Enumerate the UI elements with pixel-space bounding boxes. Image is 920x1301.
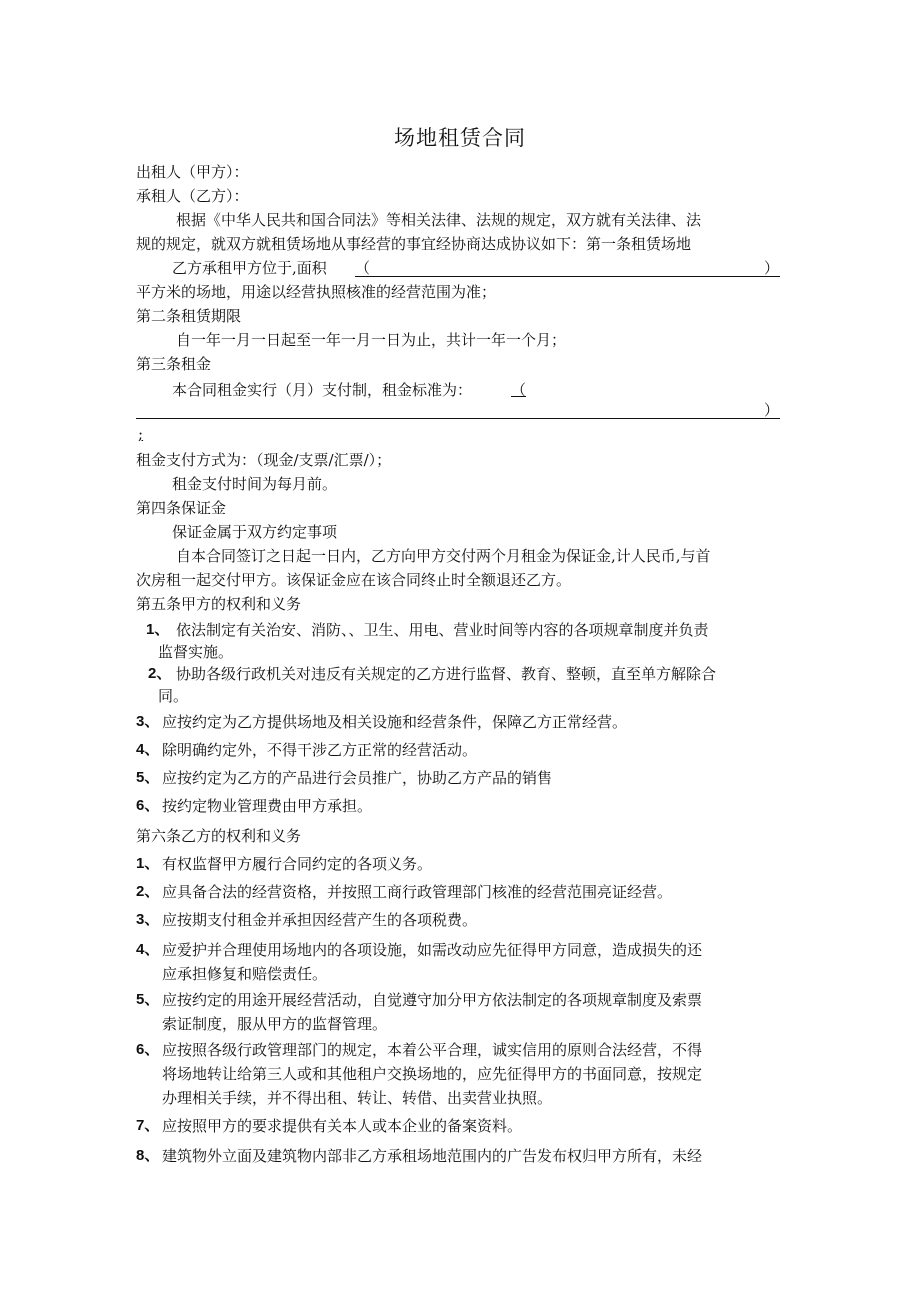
article-5-heading: 第五条甲方的权利和义务 [136, 595, 302, 613]
art5-item-1-line-2: 监督实施。 [158, 643, 234, 661]
article-3-heading: 第三条租金 [136, 355, 212, 373]
article-4-heading: 第四条保证金 [136, 499, 227, 517]
rent-payment-time: 租金支付时间为每月前。 [172, 475, 338, 493]
art6-item-number: 8、 [136, 1147, 160, 1164]
intro-paragraph-line-1: 根据《中华人民共和国合同法》等相关法律、法规的规定，双方就有关法律、法 [176, 211, 702, 229]
area-open-paren: （ [355, 259, 371, 277]
art6-item-number: 5、 [136, 991, 160, 1008]
art6-item-6-line-3: 办理相关手续，并不得出租、转让、转借、出卖营业执照。 [162, 1089, 553, 1107]
rent-blank-underline [136, 418, 780, 419]
deposit-line-1: 保证金属于双方约定事项 [172, 523, 338, 541]
area-blank-underline [355, 276, 780, 277]
article-2-heading: 第二条租赁期限 [136, 307, 242, 325]
art6-item-3: 应按期支付租金并承担因经营产生的各项税费。 [162, 911, 478, 929]
art6-item-number: 4、 [136, 941, 160, 958]
art6-item-1: 有权监督甲方履行合同约定的各项义务。 [162, 855, 433, 873]
art5-item-number: 1、 [146, 621, 170, 638]
art6-item-4-line-1: 应爱护并合理使用场地内的各项设施，如需改动应先征得甲方同意，造成损失的还 [162, 941, 703, 959]
rent-semicolon: ; [138, 425, 144, 443]
art6-item-4-line-2: 应承担修复和赔偿责任。 [162, 965, 328, 983]
art5-item-6: 按约定物业管理费由甲方承担。 [162, 797, 373, 815]
art5-item-number: 5、 [136, 769, 160, 786]
art5-item-number: 4、 [136, 741, 160, 758]
art6-item-6-line-1: 应按照各级行政管理部门的规定，本着公平合理，诚实信用的原则合法经营，不得 [162, 1041, 703, 1059]
article-2-text: 自一年一月一日起至一年一月一日为止，共计一年一个月； [176, 331, 567, 349]
art6-item-number: 1、 [136, 855, 160, 872]
lessor-line: 出租人（甲方）： [136, 163, 249, 181]
art5-item-number: 3、 [136, 713, 160, 730]
art5-item-5: 应按约定为乙方的产品进行会员推广，协助乙方产品的销售 [162, 769, 553, 787]
area-clause-prefix: 乙方承租甲方位于,面积 [172, 259, 327, 277]
art6-item-6-line-2: 将场地转让给第三人或和其他租户交换场地的，应先征得甲方的书面同意，按规定 [162, 1065, 703, 1083]
article-3-text: 本合同租金实行（月）支付制，租金标准为： [172, 381, 473, 399]
art6-item-2: 应具备合法的经营资格，并按照工商行政管理部门核准的经营范围亮证经营。 [162, 883, 673, 901]
art5-item-number: 6、 [136, 797, 160, 814]
rent-close-paren: ） [764, 401, 780, 419]
rent-open-paren: （ [511, 381, 527, 399]
page-title: 场地租赁合同 [394, 126, 526, 150]
intro-paragraph-line-2: 规的规定，就双方就租赁场地从事经营的事宜经协商达成协议如下：第一条租赁场地 [136, 235, 692, 253]
art6-item-number: 2、 [136, 883, 160, 900]
art6-item-number: 6、 [136, 1041, 160, 1058]
art6-item-5-line-2: 索证制度，服从甲方的监督管理。 [162, 1015, 388, 1033]
deposit-line-2b: 次房租一起交付甲方。该保证金应在该合同终止时全额退还乙方。 [136, 571, 572, 589]
article-6-heading: 第六条乙方的权利和义务 [136, 827, 302, 845]
area-clause-suffix: 平方米的场地，用途以经营执照核准的经营范围为准； [136, 283, 497, 301]
area-close-paren: ） [764, 259, 780, 277]
lessee-line: 承租人（乙方）： [136, 187, 249, 205]
art6-item-7: 应按照甲方的要求提供有关本人或本企业的备案资料。 [162, 1117, 523, 1135]
deposit-line-2a: 自本合同签订之日起一日内，乙方向甲方交付两个月租金为保证金,计人民币,与首 [176, 547, 711, 565]
rent-payment-method: 租金支付方式为：（现金/支票/汇票/）； [136, 451, 392, 469]
art6-item-number: 3、 [136, 911, 160, 928]
art6-item-8: 建筑物外立面及建筑物内部非乙方承租场地范围内的广告发布权归甲方所有，未经 [162, 1147, 703, 1165]
art5-item-2-line-2: 同。 [158, 687, 189, 705]
art5-item-1-line-1: 依法制定有关治安、消防、、卫生、用电、营业时间等内容的各项规章制度并负责 [176, 621, 709, 639]
art6-item-number: 7、 [136, 1117, 160, 1134]
art6-item-5-line-1: 应按约定的用途开展经营活动，自觉遵守加分甲方依法制定的各项规章制度及索票 [162, 991, 703, 1009]
art5-item-number: 2、 [148, 665, 172, 682]
art5-item-4: 除明确约定外，不得干涉乙方正常的经营活动。 [162, 741, 478, 759]
art5-item-2-line-1: 协助各级行政机关对违反有关规定的乙方进行监督、教育、整顿，直至单方解除合 [176, 665, 717, 683]
art5-item-3: 应按约定为乙方提供场地及相关设施和经营条件，保障乙方正常经营。 [162, 713, 628, 731]
